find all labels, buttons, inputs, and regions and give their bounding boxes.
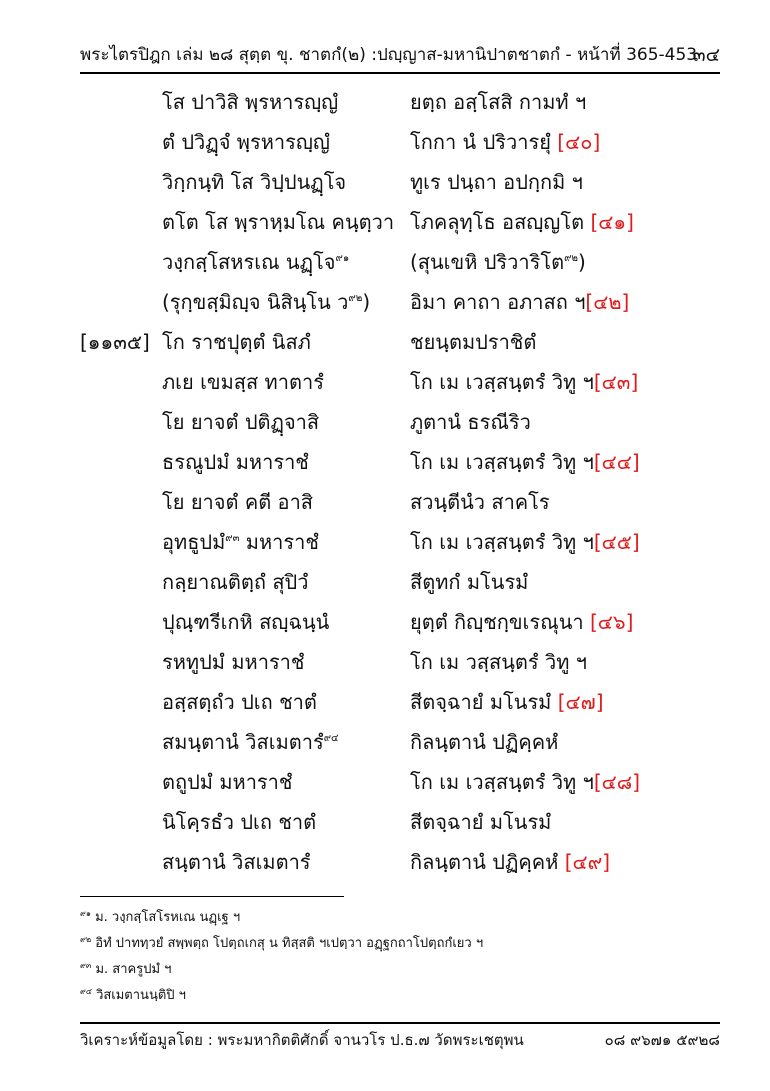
verse-first-half [162, 282, 370, 322]
footnote-text: อิทํ ปาททฺวยํ สพฺพตฺถ โปตฺถเกสุ น ทิสฺสติ ฯเปตฺวา อฏฺฐกถาโปตฺถกํเยว ฯ [95, 936, 484, 951]
verse-text: วิกฺกนฺทิ โส วิปฺปนฏฺโจ [162, 170, 347, 194]
footnote [80, 931, 720, 957]
verse-second-half [410, 722, 558, 762]
footnote-number: ๙๓ [80, 961, 92, 970]
verse-second-half [410, 202, 634, 242]
footnote-marker: ๙๑ [335, 253, 350, 264]
verse-text: ) [578, 250, 586, 274]
verse-text: โก ราชปุตฺตํ นิสภํ [162, 330, 311, 354]
verse-text: ) [362, 290, 371, 314]
verse-text: สีตจฺฉายํ มโนรมํ [410, 810, 552, 834]
verse-text: (รุกฺขสฺมิญฺจ นิสินฺโน ว [162, 290, 349, 314]
verse-text: โส ปาวิสิ พฺรหารญฺญํ [162, 90, 339, 114]
verse-second-half [410, 162, 583, 202]
verse-text: ชยนฺตมปราชิตํ [410, 330, 537, 354]
verse-second-half [410, 802, 551, 842]
verse-second-half [410, 562, 528, 602]
verse-number: [๑๑๓๕] [80, 330, 150, 354]
verse-text: ภเย เขมสฺส ทาตารํ [162, 370, 324, 394]
footnote [80, 957, 720, 983]
verse-text: โก เม เวสฺสนฺตรํ วิทู ฯ [410, 530, 594, 554]
verse-first-half [162, 562, 308, 602]
verse-row [0, 122, 770, 162]
verse-reference: [๔๓] [593, 370, 639, 394]
verse-text: (สุนเขหิ ปริวาริโต [410, 250, 565, 274]
verse-row [0, 722, 770, 762]
verse-text: ทูเร ปนฺถา อปกฺกมิ ฯ [410, 170, 583, 194]
verse-second-half [410, 682, 604, 722]
footnote-text: วิสเมตานนฺติปิ ฯ [96, 988, 186, 1003]
footnote-marker: ๙๔ [323, 733, 339, 744]
verse-reference: [๔๔] [593, 450, 640, 474]
verse-reference: [๔๕] [593, 530, 640, 554]
verse-second-half [410, 322, 536, 362]
verse-text: ภูตานํ ธรณีริว [410, 410, 531, 434]
footnote-number: ๙๒ [80, 935, 92, 944]
verse-first-half [162, 722, 339, 762]
footer-divider [80, 1022, 720, 1024]
verse-reference: [๔๗] [557, 690, 604, 714]
header-title: พระไตรปิฎก เล่ม ๒๘ สุตฺต ขุ. ชาตกํ(๒) :ปญฺญาส-มหานิปาตชาตกํ - หน้าที่ 365-453 [80, 45, 698, 65]
footnote-marker: ๙๓ [225, 533, 240, 544]
verse-first-half [162, 842, 311, 882]
verse-first-half [162, 642, 305, 682]
page-footer [80, 1028, 720, 1052]
verse-text: ยตฺถ อสฺโสสิ กามทํ ฯ [410, 90, 587, 114]
verse-second-half [410, 362, 638, 402]
verse-row [0, 482, 770, 522]
verse-first-half [162, 802, 316, 842]
verse-reference: [๔๖] [589, 610, 634, 634]
verse-row [0, 282, 770, 322]
verse-text: สีตูทกํ มโนรมํ [410, 570, 529, 594]
verse-first-half [162, 162, 346, 202]
verse-text: สวนฺตีนํว สาคโร [410, 490, 550, 514]
footnote-marker: ๙๒ [348, 293, 363, 304]
verse-text: โก เม เวสฺสนฺตรํ วิทู ฯ [410, 770, 594, 794]
verse-second-half [410, 482, 550, 522]
verse-text: รหทูปมํ มหาราชํ [162, 650, 305, 674]
verse-second-half [410, 642, 587, 682]
verse-reference: [๔๙] [564, 850, 611, 874]
verse-first-half [162, 122, 330, 162]
verse-text: สนฺตานํ วิสเมตารํ [162, 850, 311, 874]
verse-row [0, 242, 770, 282]
verse-first-half [162, 522, 319, 562]
verse-second-half [410, 842, 610, 882]
verse-text: วงฺกสฺโสหรเณ นฏฺโจ [162, 250, 336, 274]
verse-reference: [๔๑] [590, 210, 634, 234]
verse-second-half [410, 282, 629, 322]
verse-text: โกกา นํ ปริวารยุํ [410, 130, 551, 154]
verse-row [0, 802, 770, 842]
verse-row [0, 202, 770, 242]
verse-row [0, 322, 770, 362]
verse-text: ยุตฺตํ กิญฺชกฺขเรณุนา [410, 610, 584, 634]
verse-text: ตโต โส พฺราหฺมโณ คนฺตฺวา [162, 210, 395, 234]
verse-first-half [162, 202, 394, 242]
verse-text: มหาราชํ [239, 530, 319, 554]
verse-text: อสฺสตฺถํว ปเถ ชาตํ [162, 690, 317, 714]
verse-reference: [๔๐] [557, 130, 601, 154]
verse-reference: [๔๘] [593, 770, 640, 794]
footnote-number: ๙๔ [80, 987, 92, 996]
verse-text: กิลนฺตานํ ปฏิคฺคหํ [410, 730, 559, 754]
verse-first-half [162, 82, 338, 122]
verse-first-half [162, 322, 311, 362]
verse-text: อิมา คาถา อภาสถ ฯ [410, 290, 586, 314]
page-header [80, 40, 720, 70]
footnote-text: ม. วงฺกสฺโสโรหเณ นฏฺเฐ ฯ [95, 910, 241, 925]
verse-first-half [162, 402, 319, 442]
verse-text: สมนฺตานํ วิสเมตารํ [162, 730, 324, 754]
footnote-divider [80, 896, 344, 897]
verse-text: โก เม เวสฺสนฺตรํ วิทู ฯ [410, 370, 594, 394]
verse-text: โก เม เวสฺสนฺตรํ วิทู ฯ [410, 450, 594, 474]
verse-text: โภคลุทฺโธ อสญฺญโต [410, 210, 585, 234]
page-number: ๓๔ [692, 44, 720, 66]
verse-text: ตํ ปวิฏฺจํ พฺรหารญฺญํ [162, 130, 330, 154]
verse-row [0, 82, 770, 122]
verse-text: โก เม วสฺสนฺตรํ วิทู ฯ [410, 650, 587, 674]
verse-row [0, 562, 770, 602]
verse-text: กิลนฺตานํ ปฏิคฺคหํ [410, 850, 559, 874]
verse-first-half [162, 482, 313, 522]
verse-reference: [๔๒] [585, 290, 630, 314]
verse-text: ตถูปมํ มหาราชํ [162, 770, 293, 794]
verse-text: โย ยาจตํ ปติฏฺจาสิ [162, 410, 320, 434]
verse-text: ธรณูปมํ มหาราชํ [162, 450, 309, 474]
verse-row [0, 402, 770, 442]
verse-second-half [410, 82, 586, 122]
footnote-marker: ๙๒ [564, 253, 579, 264]
verse-first-half [162, 762, 292, 802]
verse-row [0, 162, 770, 202]
verse-text: กลฺยาณติตฺถํ สุปิวํ [162, 570, 309, 594]
verse-second-half [410, 442, 640, 482]
verse-row [0, 602, 770, 642]
verse-row [0, 682, 770, 722]
verse-row [0, 642, 770, 682]
footer-credit: วิเคราะห์ข้อมูลโดย : พระมหากิตติศักดิ์ จานวโร ป.ธ.๗ วัดพระเชตุพน [80, 1031, 524, 1049]
verse-row [0, 522, 770, 562]
verse-text: โย ยาจตํ คตี อาสิ [162, 490, 314, 514]
verse-first-half [162, 362, 324, 402]
verse-first-half [162, 602, 329, 642]
footnote-number: ๙๑ [80, 909, 91, 918]
verse-text: นิโคฺรธํว ปเถ ชาตํ [162, 810, 317, 834]
verse-row [0, 362, 770, 402]
verse-row [0, 762, 770, 802]
verse-second-half [410, 602, 633, 642]
verse-first-half [162, 442, 309, 482]
verse-second-half [410, 762, 640, 802]
footnote [80, 983, 720, 1009]
verse-text: อุทธูปมํ [162, 530, 226, 554]
verse-second-half [410, 242, 586, 282]
footnote [80, 905, 720, 931]
verse-row [0, 842, 770, 882]
verse-second-half [410, 122, 600, 162]
footnotes [80, 905, 720, 1009]
footer-phone: ๐๘ ๙๖๗๑ ๕๙๒๘ [604, 1031, 720, 1049]
verse-first-half [162, 242, 349, 282]
verse-first-half [162, 682, 317, 722]
footnote-text: ม. สาครูปมํ ฯ [95, 962, 172, 977]
verse-text: ปุณฺฑรีเกหิ สญฺฉนฺนํ [162, 610, 330, 634]
verse-row [0, 442, 770, 482]
verse-second-half [410, 522, 640, 562]
verse-text: สีตจฺฉายํ มโนรมํ [410, 690, 552, 714]
verse-second-half [410, 402, 531, 442]
header-divider [80, 72, 720, 74]
